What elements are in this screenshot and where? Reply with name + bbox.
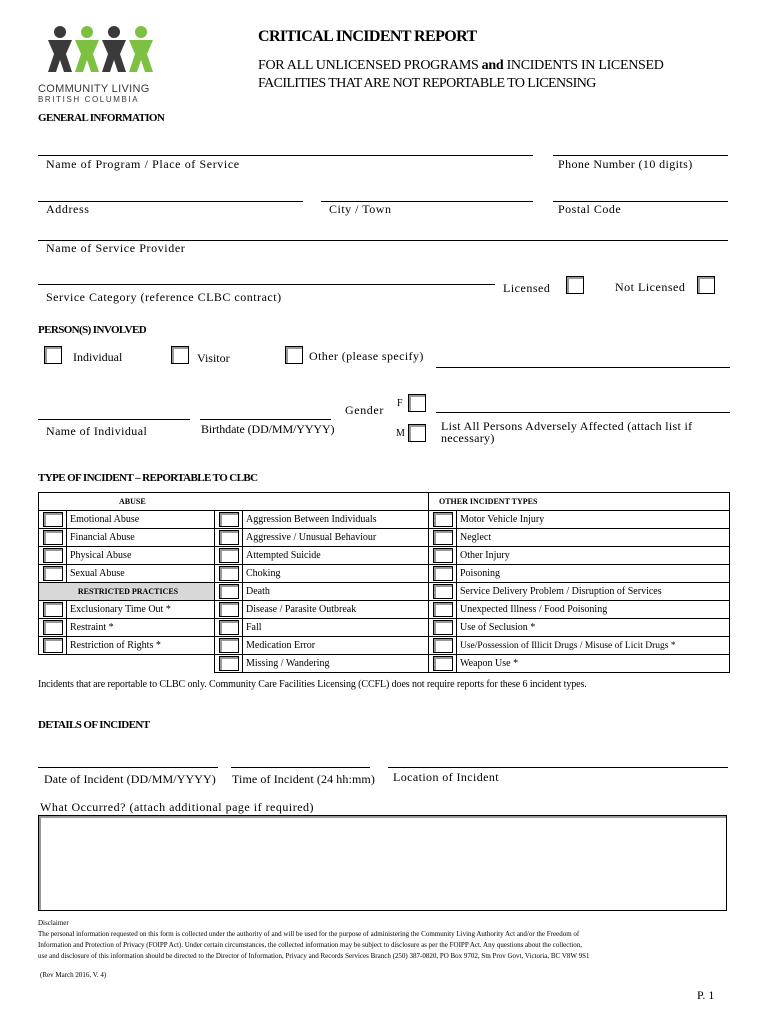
unexpected-illness-checkbox[interactable] bbox=[433, 602, 453, 617]
disclaimer bbox=[38, 918, 738, 962]
restraint-label: Restraint * bbox=[67, 619, 215, 637]
disease-label: Disease / Parasite Outbreak bbox=[243, 601, 429, 619]
birthdate-field[interactable] bbox=[200, 419, 331, 420]
attempted-suicide-label: Attempted Suicide bbox=[243, 547, 429, 565]
program-label: Name of Program / Place of Service bbox=[46, 157, 240, 171]
program-field[interactable] bbox=[38, 155, 533, 156]
form-subtitle-2: FACILITIES THAT ARE NOT REPORTABLE TO LICENSING bbox=[258, 76, 596, 91]
persons-affected-field[interactable] bbox=[436, 412, 730, 413]
visitor-label: Visitor bbox=[197, 351, 230, 365]
exclusionary-timeout-checkbox[interactable] bbox=[43, 602, 63, 617]
choking-label: Choking bbox=[243, 565, 429, 583]
neglect-label: Neglect bbox=[457, 529, 730, 547]
physical-abuse-checkbox[interactable] bbox=[43, 548, 63, 563]
persons-affected-label: List All Persons Adversely Affected (attach list if necessary) bbox=[441, 419, 693, 445]
birthdate-label: Birthdate (DD/MM/YYYY) bbox=[201, 422, 335, 436]
disclaimer-line1: The personal information requested on this form is collected under the authority of and will be used for the purpose of administering the Community Living Authority Act and/or the Freedom of bbox=[38, 930, 580, 938]
other-injury-label: Other Injury bbox=[457, 547, 730, 565]
name-of-individual-field[interactable] bbox=[38, 419, 190, 420]
phone-label: Phone Number (10 digits) bbox=[558, 157, 693, 171]
other-injury-checkbox[interactable] bbox=[433, 548, 453, 563]
page-number: P. 1 bbox=[697, 988, 715, 1002]
missing-label: Missing / Wandering bbox=[243, 655, 429, 673]
death-label: Death bbox=[243, 583, 429, 601]
gender-label: Gender bbox=[345, 403, 384, 417]
disease-checkbox[interactable] bbox=[219, 602, 239, 617]
general-heading: GENERAL INFORMATION bbox=[38, 112, 165, 124]
time-label: Time of Incident (24 hh:mm) bbox=[232, 772, 375, 786]
what-occurred-textarea[interactable] bbox=[38, 815, 727, 911]
other-label: Other (please specify) bbox=[309, 349, 424, 363]
not-licensed-checkbox[interactable] bbox=[697, 276, 715, 294]
clbc-logo bbox=[38, 22, 168, 104]
phone-field[interactable] bbox=[553, 155, 728, 156]
sexual-abuse-checkbox[interactable] bbox=[43, 566, 63, 581]
individual-checkbox[interactable] bbox=[44, 346, 62, 364]
aggressive-behaviour-checkbox[interactable] bbox=[219, 530, 239, 545]
attempted-suicide-checkbox[interactable] bbox=[219, 548, 239, 563]
death-checkbox[interactable] bbox=[219, 584, 239, 599]
revision-note: (Rev March 2016, V. 4) bbox=[40, 971, 107, 979]
ccfl-note: Incidents that are reportable to CLBC only. Community Care Facilities Licensing (CCFL) does not require reports for these 6 incident types. bbox=[38, 679, 587, 690]
drugs-checkbox[interactable] bbox=[433, 638, 453, 653]
type-heading: TYPE OF INCIDENT – REPORTABLE TO CLBC bbox=[38, 472, 258, 484]
gender-m-checkbox[interactable] bbox=[408, 424, 426, 442]
weapon-checkbox[interactable] bbox=[433, 656, 453, 671]
restriction-rights-label: Restriction of Rights * bbox=[67, 637, 215, 655]
motor-vehicle-checkbox[interactable] bbox=[433, 512, 453, 527]
logo-line1: COMMUNITY LIVING bbox=[38, 83, 150, 95]
emotional-abuse-checkbox[interactable] bbox=[43, 512, 63, 527]
logo-line2: BRITISH COLUMBIA bbox=[38, 95, 140, 104]
licensed-checkbox[interactable] bbox=[566, 276, 584, 294]
provider-label: Name of Service Provider bbox=[46, 241, 186, 255]
date-label: Date of Incident (DD/MM/YYYY) bbox=[44, 772, 216, 786]
physical-abuse-label: Physical Abuse bbox=[67, 547, 215, 565]
restriction-rights-checkbox[interactable] bbox=[43, 638, 63, 653]
logo-figures-icon bbox=[38, 22, 168, 78]
poisoning-checkbox[interactable] bbox=[433, 566, 453, 581]
gender-m-label: M bbox=[396, 428, 405, 439]
address-label: Address bbox=[46, 202, 90, 216]
empty-cell bbox=[39, 655, 215, 673]
weapon-label: Weapon Use * bbox=[457, 655, 730, 673]
financial-abuse-label: Financial Abuse bbox=[67, 529, 215, 547]
aggression-label: Aggression Between Individuals bbox=[243, 511, 429, 529]
other-specify-field[interactable] bbox=[436, 367, 730, 368]
restraint-checkbox[interactable] bbox=[43, 620, 63, 635]
emotional-abuse-label: Emotional Abuse bbox=[67, 511, 215, 529]
form-title: CRITICAL INCIDENT REPORT bbox=[258, 28, 477, 45]
aggression-checkbox[interactable] bbox=[219, 512, 239, 527]
sexual-abuse-label: Sexual Abuse bbox=[67, 565, 215, 583]
gender-f-checkbox[interactable] bbox=[408, 394, 426, 412]
restricted-practices-header: RESTRICTED PRACTICES bbox=[39, 583, 215, 601]
visitor-checkbox[interactable] bbox=[171, 346, 189, 364]
postal-label: Postal Code bbox=[558, 202, 622, 216]
drugs-label: Use/Possession of Illicit Drugs / Misuse of Licit Drugs * bbox=[457, 637, 730, 655]
date-field[interactable] bbox=[38, 767, 218, 768]
seclusion-label: Use of Seclusion * bbox=[457, 619, 730, 637]
aggressive-behaviour-label: Aggressive / Unusual Behaviour bbox=[243, 529, 429, 547]
unexpected-illness-label: Unexpected Illness / Food Poisoning bbox=[457, 601, 730, 619]
motor-vehicle-label: Motor Vehicle Injury bbox=[457, 511, 730, 529]
licensed-label: Licensed bbox=[503, 281, 551, 295]
missing-checkbox[interactable] bbox=[219, 656, 239, 671]
category-label: Service Category (reference CLBC contract) bbox=[46, 290, 282, 304]
what-occurred-label: What Occurred? (attach additional page if required) bbox=[40, 800, 315, 814]
abuse-header: ABUSE bbox=[39, 493, 429, 511]
medication-error-label: Medication Error bbox=[243, 637, 429, 655]
medication-error-checkbox[interactable] bbox=[219, 638, 239, 653]
incident-type-table bbox=[38, 492, 730, 673]
disclaimer-title: Disclaimer bbox=[38, 919, 69, 927]
fall-label: Fall bbox=[243, 619, 429, 637]
category-field[interactable] bbox=[38, 284, 495, 285]
time-field[interactable] bbox=[231, 767, 370, 768]
other-types-header: OTHER INCIDENT TYPES bbox=[429, 493, 730, 511]
disclaimer-line3: use and disclosure of this information should be directed to the Director of Information, Privacy and Records Services Branch (250) 387-0820, PO Box 9702, Stn Prov Govt, Victoria, BC V8W 9S1 bbox=[38, 952, 590, 960]
name-of-individual-label: Name of Individual bbox=[46, 424, 148, 438]
location-label: Location of Incident bbox=[393, 770, 499, 784]
neglect-checkbox[interactable] bbox=[433, 530, 453, 545]
city-label: City / Town bbox=[329, 202, 392, 216]
details-heading: DETAILS OF INCIDENT bbox=[38, 719, 150, 731]
financial-abuse-checkbox[interactable] bbox=[43, 530, 63, 545]
individual-label: Individual bbox=[73, 350, 123, 364]
persons-heading: PERSON(S) INVOLVED bbox=[38, 324, 147, 336]
service-delivery-checkbox[interactable] bbox=[433, 584, 453, 599]
location-field[interactable] bbox=[388, 767, 728, 768]
seclusion-checkbox[interactable] bbox=[433, 620, 453, 635]
exclusionary-timeout-label: Exclusionary Time Out * bbox=[67, 601, 215, 619]
not-licensed-label: Not Licensed bbox=[615, 280, 686, 294]
choking-checkbox[interactable] bbox=[219, 566, 239, 581]
poisoning-label: Poisoning bbox=[457, 565, 730, 583]
fall-checkbox[interactable] bbox=[219, 620, 239, 635]
other-checkbox[interactable] bbox=[285, 346, 303, 364]
disclaimer-line2: Information and Protection of Privacy (FOIPP Act). Under certain circumstances, the collected information may be subject to disclosure as per the FOIPP Act. Any questions about the collection, bbox=[38, 941, 582, 949]
form-subtitle: FOR ALL UNLICENSED PROGRAMS and INCIDENTS IN LICENSED bbox=[258, 58, 664, 73]
gender-f-label: F bbox=[397, 398, 403, 409]
service-delivery-label: Service Delivery Problem / Disruption of Services bbox=[457, 583, 730, 601]
